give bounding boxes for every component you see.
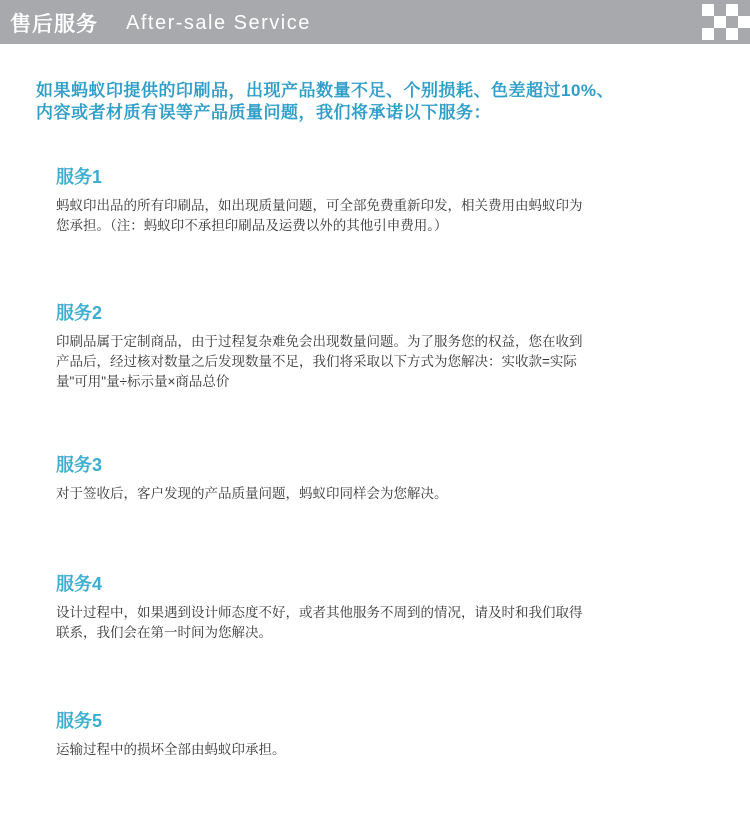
service-line: 您承担。（注：蚂蚁印不承担印刷品及运费以外的其他引申费用。） — [56, 218, 448, 233]
service-section-2 — [56, 298, 696, 392]
checker-pattern-decoration — [694, 0, 750, 44]
service-title: 服务3 — [56, 455, 103, 475]
service-section-5 — [56, 706, 696, 760]
service-title: 服务4 — [56, 574, 103, 594]
service-line: 量"可用"量÷标示量×商品总价 — [56, 374, 230, 389]
service-title: 服务5 — [56, 711, 103, 731]
header-bar — [0, 0, 750, 44]
service-description — [56, 484, 696, 504]
service-title: 服务2 — [56, 303, 103, 323]
service-description — [56, 603, 696, 643]
service-line: 蚂蚁印出品的所有印刷品，如出现质量问题，可全部免费重新印发，相关费用由蚂蚁印为 — [56, 198, 583, 213]
service-description — [56, 196, 696, 236]
service-line: 设计过程中，如果遇到设计师态度不好，或者其他服务不周到的情况，请及时和我们取得 — [56, 605, 583, 620]
header-title-zh: 售后服务 — [10, 13, 98, 36]
service-line: 联系，我们会在第一时间为您解决。 — [56, 625, 272, 640]
intro-line-1: 如果蚂蚁印提供的印刷品，出现产品数量不足、个别损耗、色差超过10%、 — [36, 81, 615, 100]
service-description — [56, 740, 696, 760]
service-line: 产品后，经过核对数量之后发现数量不足，我们将采取以下方式为您解决：实收款=实际 — [56, 354, 577, 369]
intro-statement — [36, 80, 726, 124]
service-section-4 — [56, 569, 696, 643]
service-line: 对于签收后，客户发现的产品质量问题，蚂蚁印同样会为您解决。 — [56, 486, 448, 501]
service-line: 运输过程中的损坏全部由蚂蚁印承担。 — [56, 742, 286, 757]
service-section-1 — [56, 162, 696, 236]
header-title-en: After-sale Service — [126, 12, 311, 34]
service-line: 印刷品属于定制商品，由于过程复杂难免会出现数量问题。为了服务您的权益，您在收到 — [56, 334, 583, 349]
service-description — [56, 332, 696, 392]
service-section-3 — [56, 450, 696, 504]
service-title: 服务1 — [56, 167, 103, 187]
intro-line-2: 内容或者材质有误等产品质量问题，我们将承诺以下服务： — [36, 103, 491, 122]
